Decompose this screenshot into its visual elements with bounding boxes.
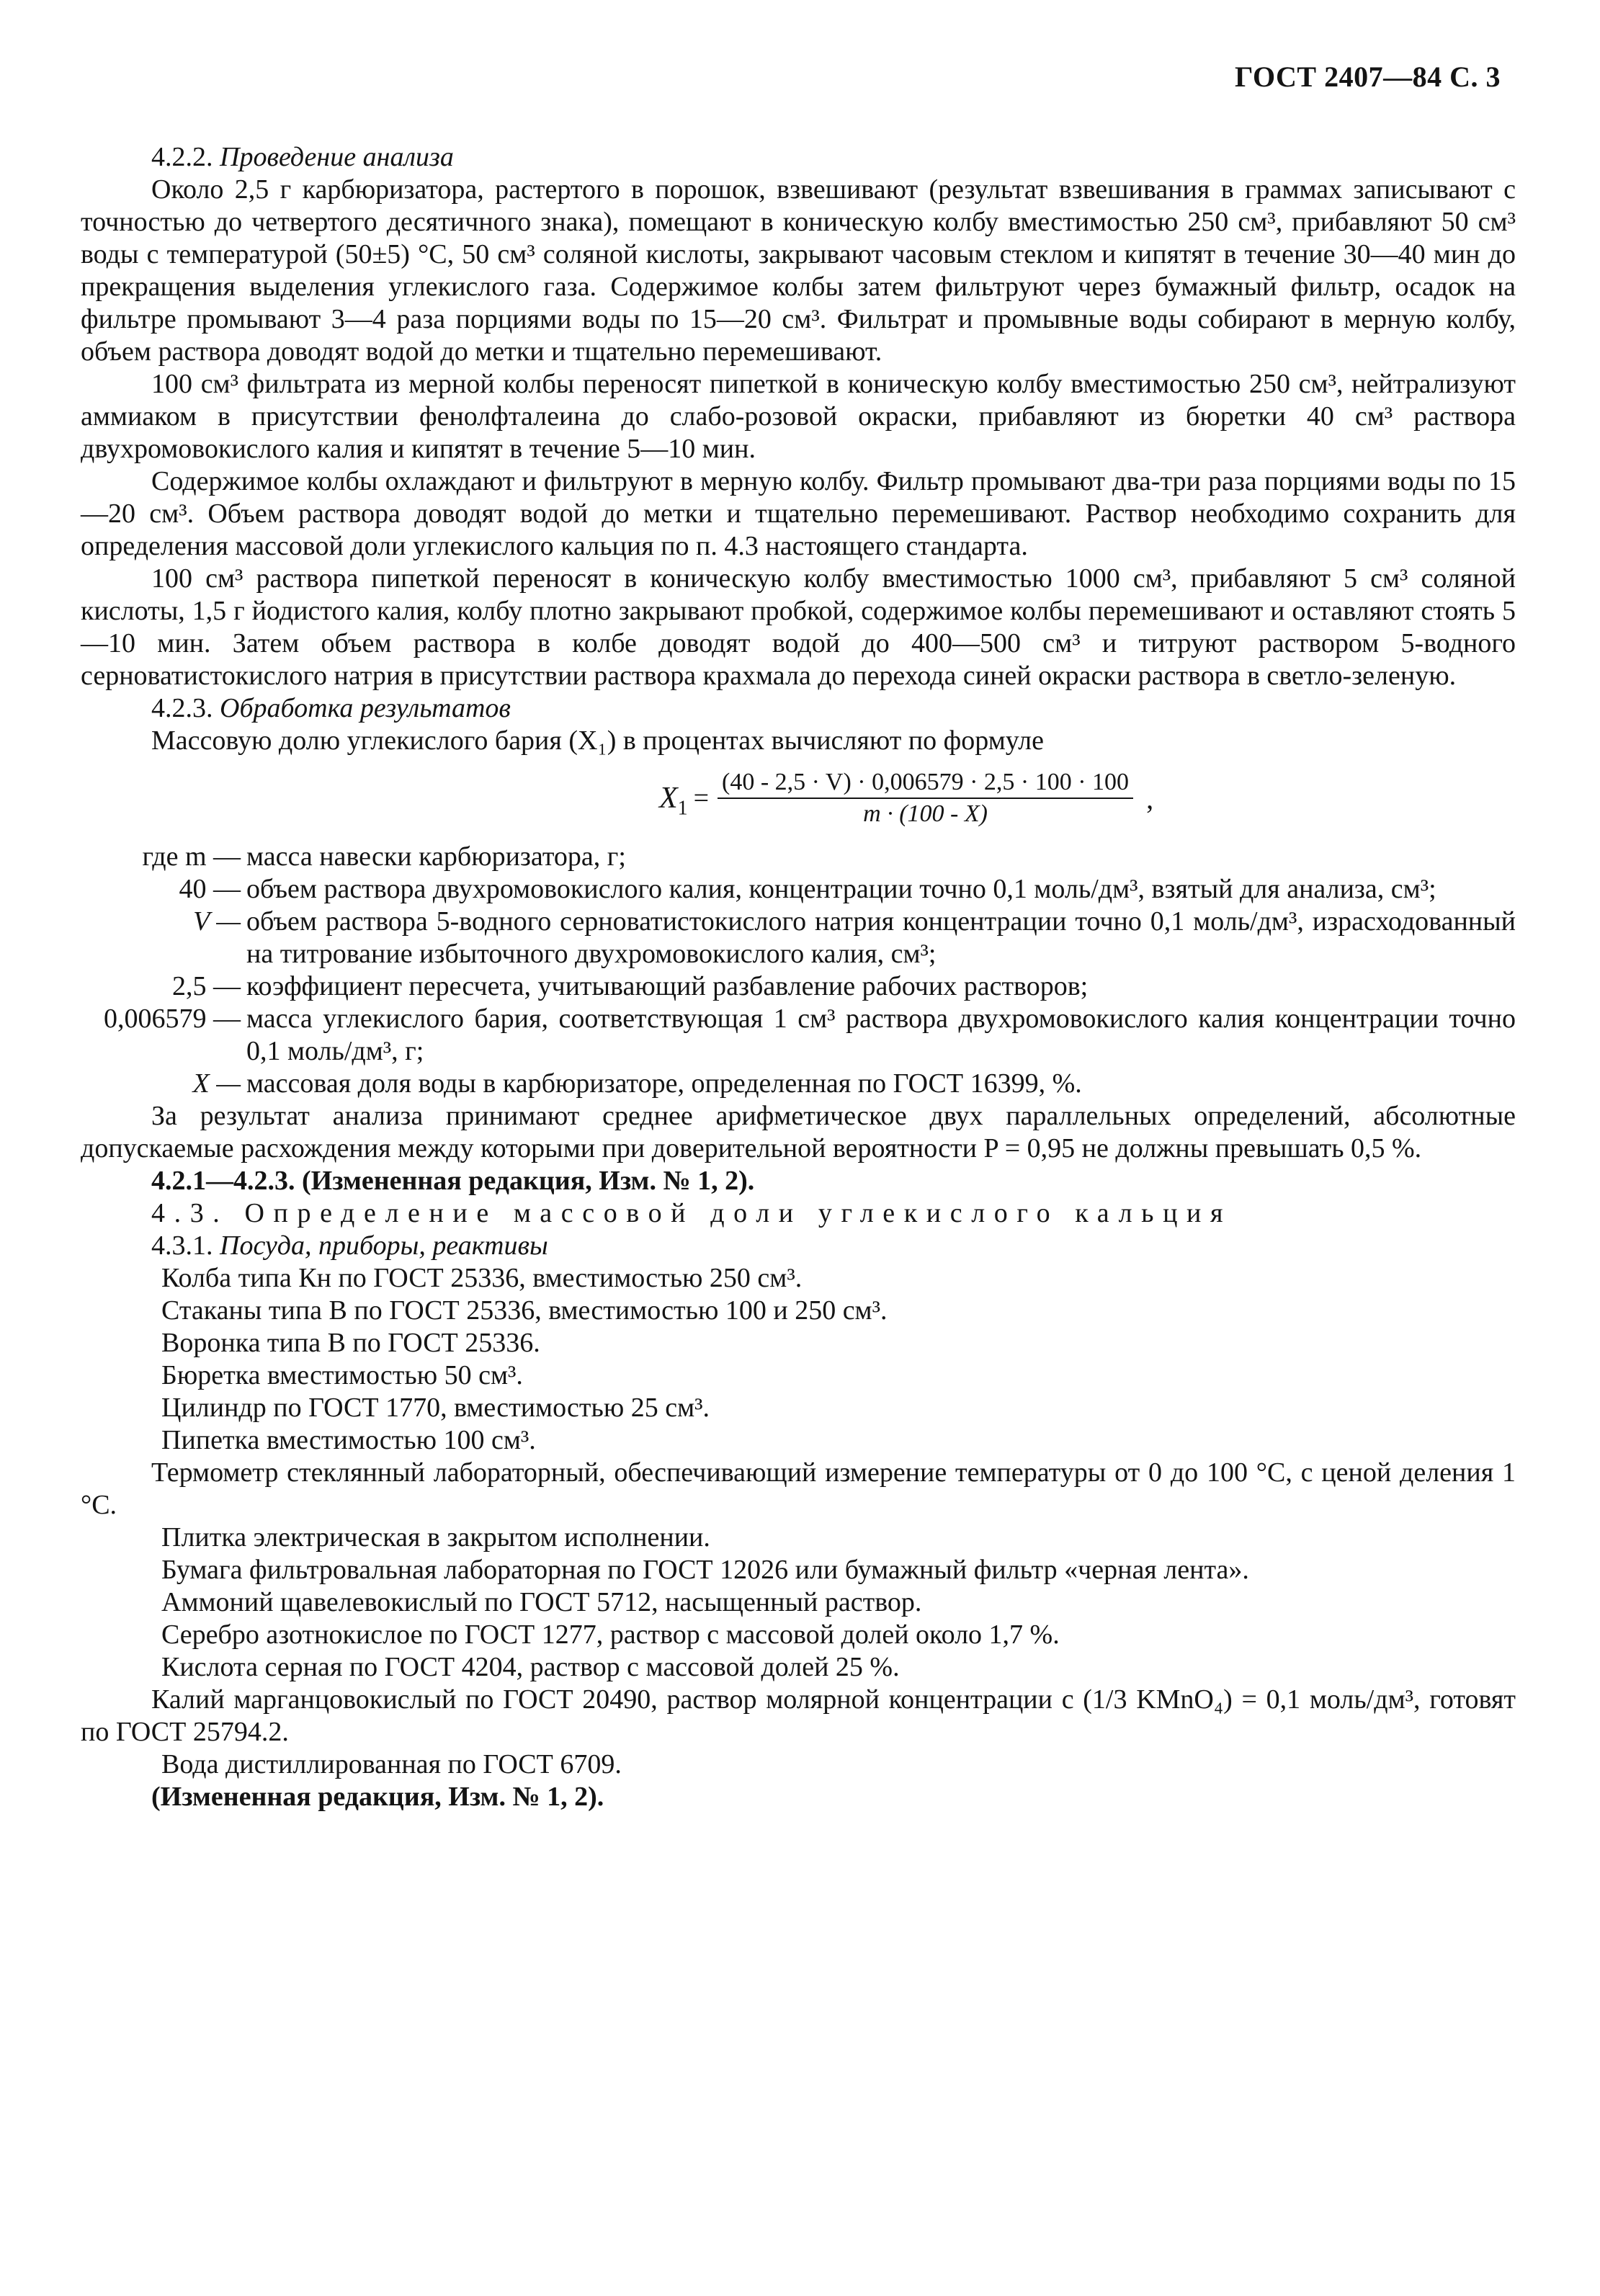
definition-symbol: X — — [192, 1068, 241, 1099]
material-item: Воронка типа В по ГОСТ 25336. — [161, 1328, 540, 1358]
definition-text: коэффициент пересчета, учитывающий разбавление рабочих растворов; — [246, 971, 1089, 1001]
definition-symbol: V — — [193, 906, 241, 937]
material-item: Аммоний щавелевокислый по ГОСТ 5712, насыщенный раствор. — [161, 1587, 922, 1617]
material-item: Бумага фильтровальная лабораторная по ГОСТ 12026 или бумажный фильтр «черная лента». — [161, 1555, 1249, 1585]
formula-fraction — [718, 767, 1133, 829]
material-item: Термометр стеклянный лабораторный, обеспечивающий измерение температуры от 0 до 100 °С, с ценой деления 1 °С. — [81, 1457, 1516, 1520]
definition-row — [81, 841, 1516, 873]
material-item: Цилиндр по ГОСТ 1770, вместимостью 25 см³. — [161, 1393, 710, 1423]
formula — [297, 761, 1516, 835]
formula-lhs-var: X — [658, 781, 678, 815]
material-item: Бюретка вместимостью 50 см³. — [161, 1360, 523, 1390]
definition-text: массовая доля воды в карбюризаторе, определенная по ГОСТ 16399, %. — [246, 1068, 1082, 1099]
definition-row — [81, 906, 1516, 970]
formula-equals: = — [693, 782, 710, 813]
definition-text: масса углекислого бария, соответствующая 1 см³ раствора двухромовокислого калия концентрации точно 0,1 моль/дм³, г; — [246, 1004, 1516, 1066]
definition-symbol: 40 — — [179, 874, 241, 904]
definition-row — [81, 970, 1516, 1003]
material-item: Пипетка вместимостью 100 см³. — [161, 1425, 536, 1455]
section-number: 4.2.2. — [151, 142, 213, 172]
material-item: Стаканы типа В по ГОСТ 25336, вместимостью 100 и 250 см³. — [161, 1295, 888, 1326]
page-header: ГОСТ 2407—84 С. 3 — [1234, 61, 1501, 93]
formula-denominator: m · (100 - X) — [863, 800, 988, 827]
document-body — [81, 141, 1516, 1813]
paragraph-5: За результат анализа принимают среднее арифметическое двух параллельных определений, абсолютные допускаемые расхождения между которыми при доверительной вероятности P = 0,95 не должны превышать 0,5 %. — [81, 1101, 1516, 1163]
paragraph-3: Содержимое колбы охлаждают и фильтруют в мерную колбу. Фильтр промывают два-три раза порциями воды по 15—20 см³. Объем раствора доводят водой до метки и тщательно перемешивают. Раствор необходимо сохранить для определения массовой доли углекислого кальция по п. 4.3 настоящего стандарта. — [81, 466, 1516, 561]
formula-trailing-comma: , — [1146, 782, 1154, 815]
definition-text: объем раствора двухромовокислого калия, концентрации точно 0,1 моль/дм³, взятый для анализа, см³; — [246, 874, 1436, 904]
material-item: Вода дистиллированная по ГОСТ 6709. — [161, 1749, 622, 1779]
edit-note-2: (Измененная редакция, Изм. № 1, 2). — [151, 1782, 604, 1812]
formula-intro: Массовую долю углекислого бария (X₁) в процентах вычисляют по формуле — [151, 725, 1044, 756]
section-number: 4.3.1. — [151, 1230, 213, 1261]
section-title: Посуда, приборы, реактивы — [220, 1230, 548, 1261]
definition-text: масса навески карбюризатора, г; — [246, 841, 626, 872]
paragraph-2: 100 см³ фильтрата из мерной колбы переносят пипеткой в коническую колбу вместимостью 250 см³, нейтрализуют аммиаком в присутствии фенолфталеина до слабо-розовой окраски, прибавляют из бюретки 40 см³ раствора двухромовокислого калия и кипятят в течение 5—10 мин. — [81, 369, 1516, 464]
section-heading-4-2-2 — [81, 141, 1516, 174]
material-item: Кислота серная по ГОСТ 4204, раствор с массовой долей 25 %. — [161, 1652, 900, 1682]
formula-lhs — [658, 781, 688, 819]
paragraph-4: 100 см³ раствора пипеткой переносят в коническую колбу вместимостью 1000 см³, прибавляют 5 см³ соляной кислоты, 1,5 г йодистого калия, колбу плотно закрывают пробкой, содержимое колбы перемешивают и оставляют стоять 5—10 мин. Затем объем раствора в колбе доводят водой до 400—500 см³ и титруют раствором 5-водного серноватистокислого натрия в присутствии раствора крахмала до перехода синей окраски раствора в светло-зеленую. — [81, 563, 1516, 691]
definition-text: объем раствора 5-водного серноватистокислого натрия концентрации точно 0,1 моль/дм³, израсходованный на титрование избыточного двухромовокислого калия, см³; — [246, 906, 1516, 969]
definition-row — [81, 873, 1516, 906]
definition-symbol: 2,5 — — [172, 971, 241, 1001]
edit-note-1: 4.2.1—4.2.3. (Измененная редакция, Изм. № 1, 2). — [151, 1166, 755, 1196]
section-title: Проведение анализа — [220, 142, 454, 172]
material-item: Колба типа Кн по ГОСТ 25336, вместимостью 250 см³. — [161, 1263, 803, 1293]
definition-symbol: 0,006579 — — [104, 1004, 241, 1034]
paragraph-1: Около 2,5 г карбюризатора, растертого в порошок, взвешивают (результат взвешивания в граммах записывают с точностью до четвертого десятичного знака), помещают в коническую колбу вместимостью 250 см³, прибавляют 50 см³ воды с температурой (50±5) °С, 50 см³ соляной кислоты, закрывают часовым стеклом и кипятят в течение 30—40 мин до прекращения выделения углекислого газа. Содержимое колбы затем фильтруют через бумажный фильтр, осадок на фильтре промывают 3—4 раза порциями воды по 15—20 см³. Фильтрат и промывные воды собирают в мерную колбу, объем раствора доводят водой до метки и тщательно перемешивают. — [81, 174, 1516, 367]
section-title: Обработка результатов — [220, 693, 511, 723]
definition-symbol: где m — — [142, 841, 241, 872]
definition-row — [81, 1068, 1516, 1100]
material-item: Серебро азотнокислое по ГОСТ 1277, раствор с массовой долей около 1,7 %. — [161, 1620, 1060, 1650]
formula-numerator: (40 - 2,5 · V) · 0,006579 · 2,5 · 100 · 100 — [718, 767, 1133, 799]
materials-list — [81, 1262, 1516, 1781]
section-number: 4.2.3. — [151, 693, 213, 723]
definitions-list — [81, 841, 1516, 1100]
definition-row — [81, 1003, 1516, 1068]
formula-lhs-sub: 1 — [677, 796, 688, 819]
section-heading-4-3: 4.3. Определение массовой доли углекислого кальция — [151, 1198, 1233, 1228]
material-item: Плитка электрическая в закрытом исполнении. — [161, 1522, 710, 1553]
section-heading-4-2-3 — [81, 692, 1516, 725]
material-item: Калий марганцовокислый по ГОСТ 20490, раствор молярной концентрации с (1/3 KMnO₄) = 0,1 моль/дм³, готовят по ГОСТ 25794.2. — [81, 1684, 1516, 1747]
section-heading-4-3-1 — [81, 1230, 1516, 1262]
